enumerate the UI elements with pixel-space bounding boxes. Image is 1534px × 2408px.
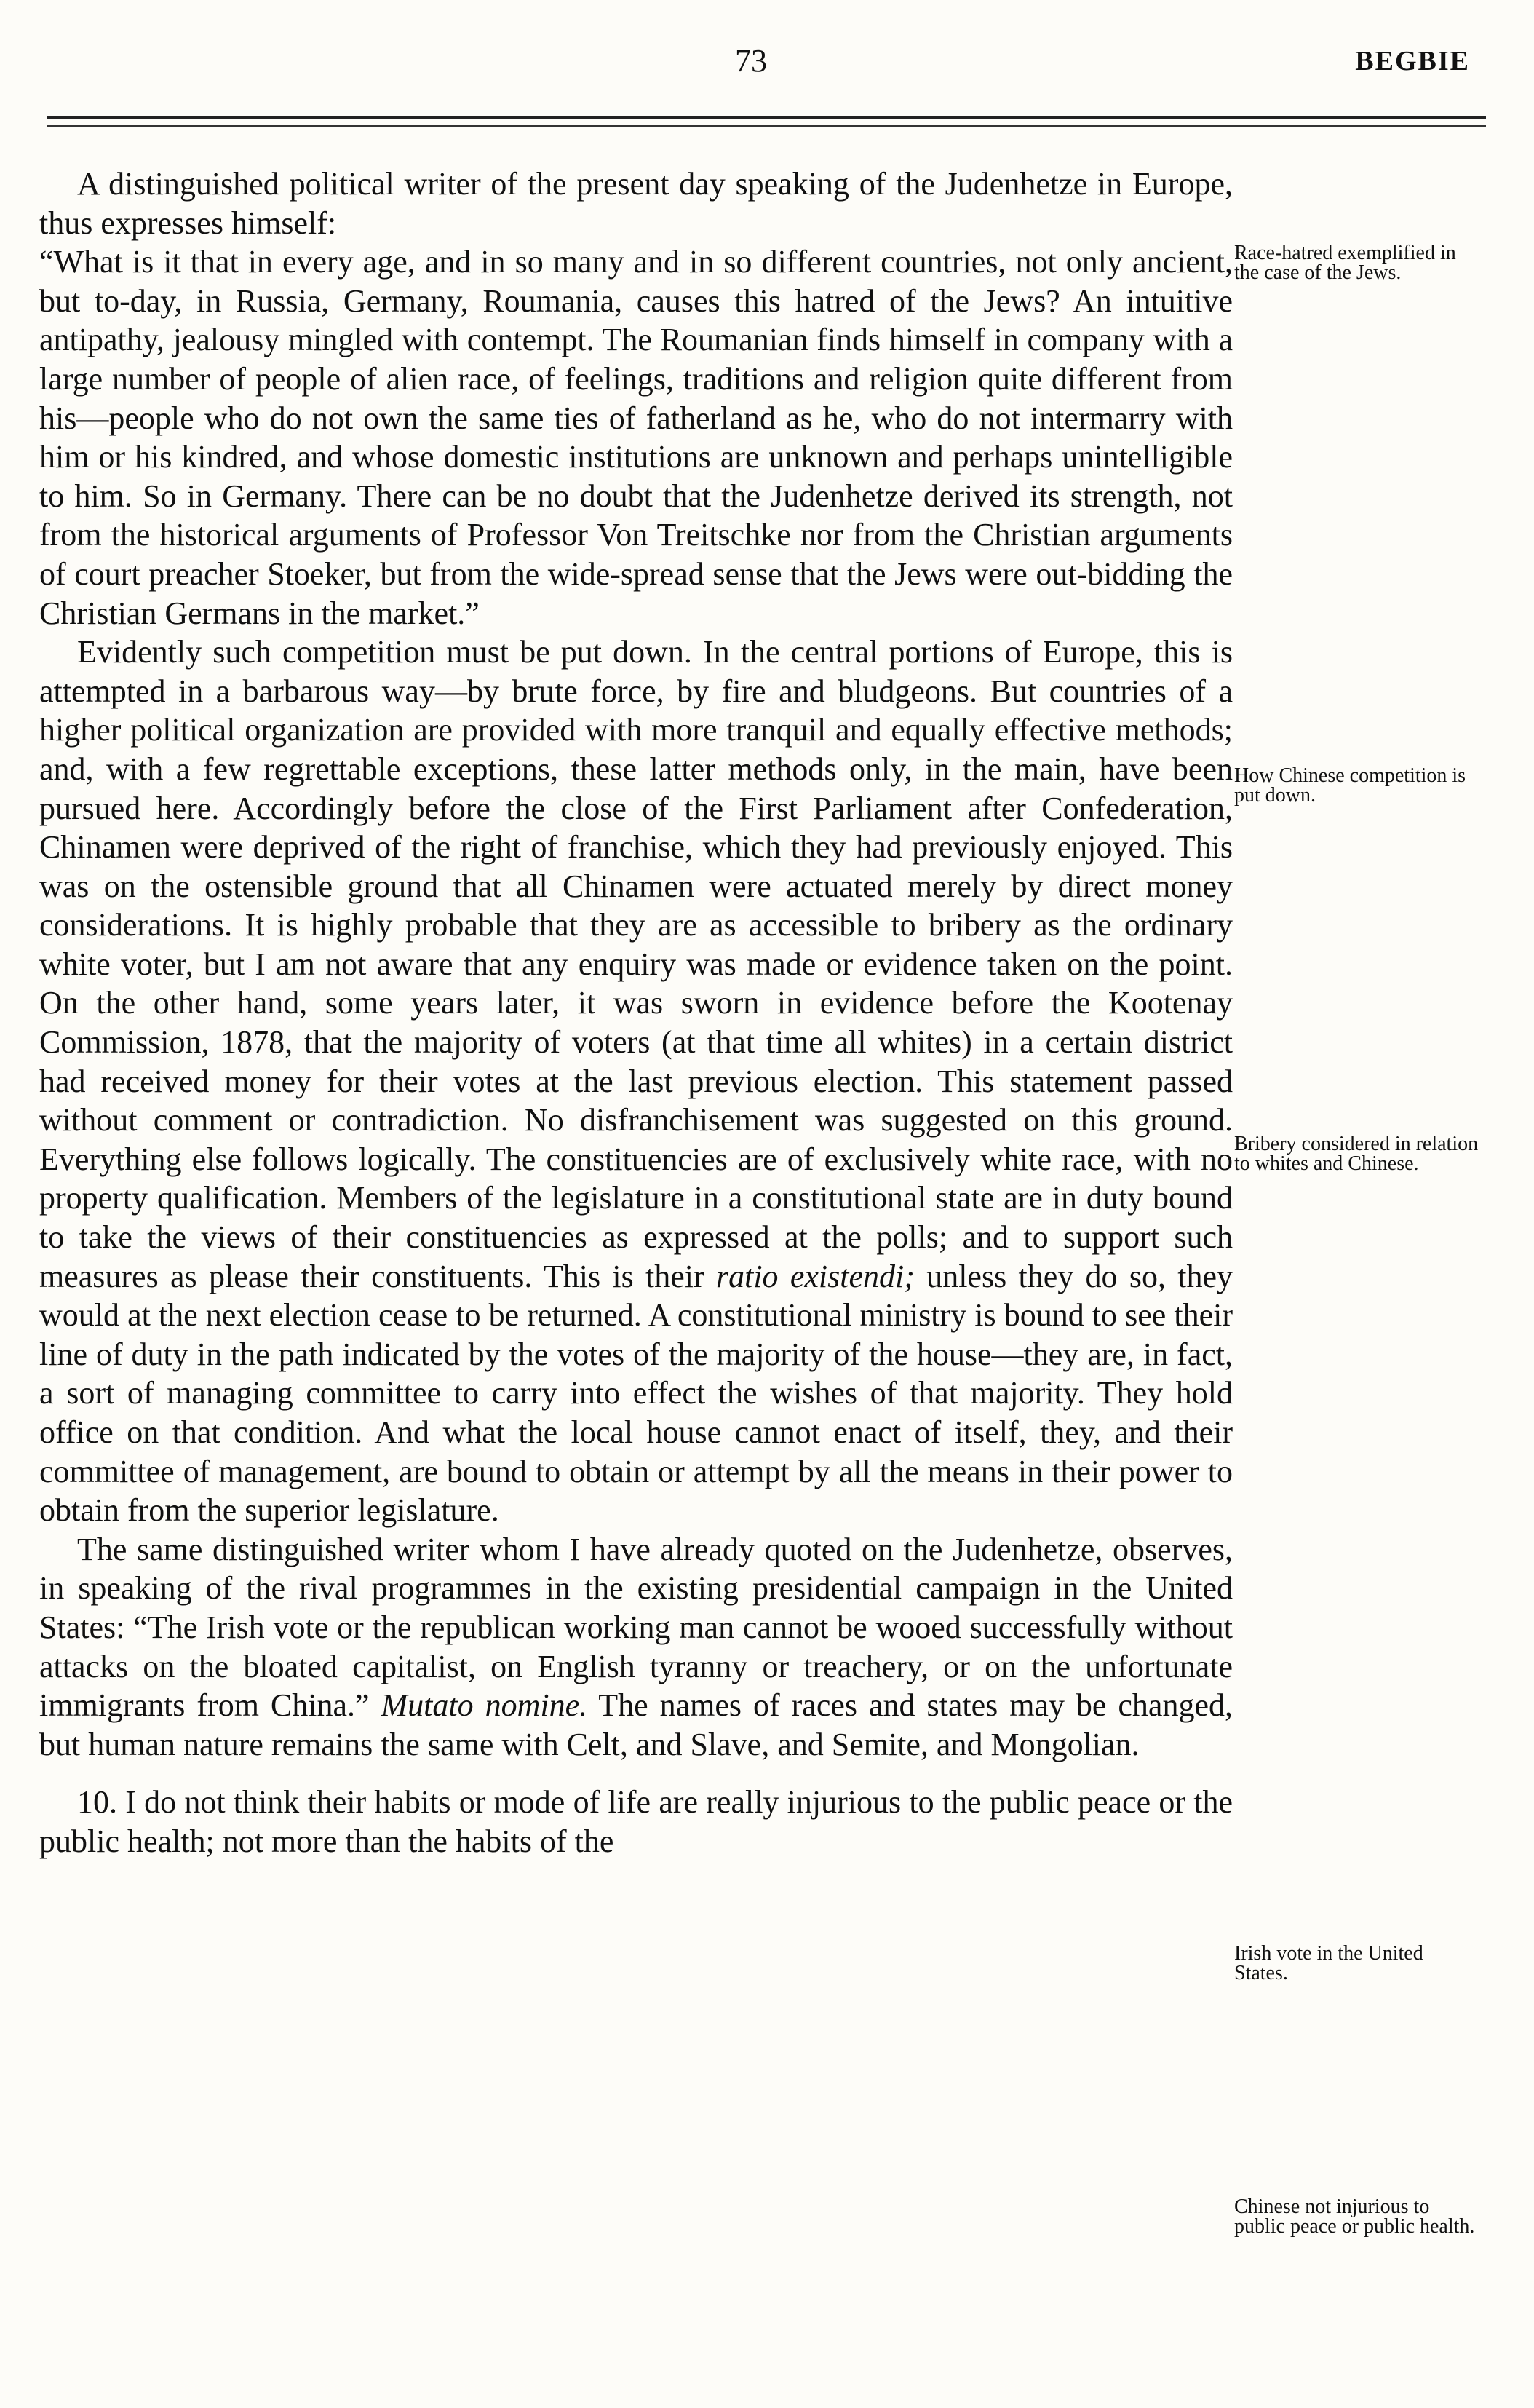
page-number: 73 — [735, 43, 767, 79]
latin-phrase-mutato: Mutato nomine. — [381, 1687, 588, 1724]
margin-note-chinese-competition: How Chinese competition is put down. — [1234, 764, 1466, 807]
body-text — [39, 165, 1233, 1861]
header-rule-top — [47, 116, 1486, 119]
margin-note-irish-vote: Irish vote in the United States. — [1234, 1942, 1423, 1984]
paragraph-quote-judenhetze — [39, 242, 1233, 633]
paragraph-competition-text: Evidently such competition must be put down. In the central portions of Europe, this is attempted in a barbarous way—by brute force, by fire and bludgeons. But countries of a higher political organization are provided with more tranquil and equally effective methods; and, with a few regrettable exceptions, these latter methods only, in the main, have been pursued here. Accordingly before the close of the First Parliament after Confederation, Chinamen were deprived of the right of franchise, which they had previously enjoyed. This was on the ostensible ground that all Chinamen were actuated merely by direct money considerations. It is highly probable that they are as accessible to bribery as the ordinary white voter, but I am not aware that any enquiry was made or evidence taken on the point. On the other hand, some years later, it was sworn in evidence before the Kootenay Commission, 1878, that the majority of voters (at that time all whites) in a certain district had received money for their votes at the last previous election. This statement passed without comment or contradiction. No disfranchisement was suggested on this ground. Everything else follows logically. The constituencies are of exclusively white race, with no property qualification. Members of the legislature in a constitutional state are in duty bound to take the views of their constituencies as expressed at the polls; and to support such measures as please their constituents. This is their — [39, 634, 1233, 1294]
latin-phrase-ratio: ratio existendi; — [715, 1258, 915, 1294]
paragraph-intro: A distinguished political writer of the present day speaking of the Judenhetze in Europe, thus expresses himself: — [39, 166, 1233, 241]
paragraph-irish-vote — [39, 1530, 1233, 1765]
page-header — [0, 42, 1534, 86]
paragraph-irish-vote-text: The same distinguished writer whom I have already quoted on the Judenhetze, observes, in speaking of the rival programmes in the existing presidential campaign in the United States: “The Irish vote or the republican working man cannot be wooed successfully without attacks on the bloated capitalist, on English tyranny or treachery, or on the unfortunate immigrants from China.” — [39, 1531, 1233, 1724]
margin-note-public-health: Chinese not injurious to public peace or public health. — [1234, 2195, 1475, 2238]
paragraph-irish-vote-cont: The names of races and states may be changed, but human nature remains the same with Celt, and Slave, and Semite, and Mongolian. — [39, 1687, 1233, 1762]
paragraph-competition — [39, 633, 1233, 1530]
header-rule-bottom — [47, 125, 1486, 127]
paragraph-competition-cont: unless they do so, they would at the next election cease to be returned. A constitutional ministry is bound to see their line of duty in the path indicated by the votes of the majority of the house—they are, in fact, a sort of managing committee to carry into effect the wishes of that majority. They hold office on that condition. And what the local house cannot enact of itself, they, and their committee of management, are bound to obtain or attempt by all the means in their power to obtain from the superior legislature. — [39, 1258, 1233, 1529]
margin-note-bribery: Bribery considered in relation to whites and Chinese. — [1234, 1133, 1479, 1175]
paragraph-10: 10. I do not think their habits or mode of life are really injurious to the public peace or the public health; not more than the habits of the — [39, 1784, 1233, 1859]
margin-note-race-hatred: Race-hatred exemplified in the case of the Jews. — [1234, 242, 1456, 284]
running-head: BEGBIE — [1355, 46, 1470, 76]
quote-text: “What is it that in every age, and in so many and in so different countries, not only ancient, but to-day, in Russia, Germany, Roumania, causes this hatred of the Jews? An intuitive antipathy, jealousy mingled with contempt. The Roumanian finds himself in company with a large number of people of alien race, of feelings, traditions and religion quite different from his—people who do not own the same ties of fatherland as he, who do not intermarry with him or his kindred, and whose domestic institutions are unknown and perhaps unintelligible to him. So in Germany. There can be no doubt that the Judenhetze derived its strength, not from the historical arguments of Professor Von Treitschke nor from the Christian arguments of court preacher Stoeker, but from the wide-spread sense that the Jews were out-bidding the Christian Germans in the market.” — [39, 244, 1233, 631]
